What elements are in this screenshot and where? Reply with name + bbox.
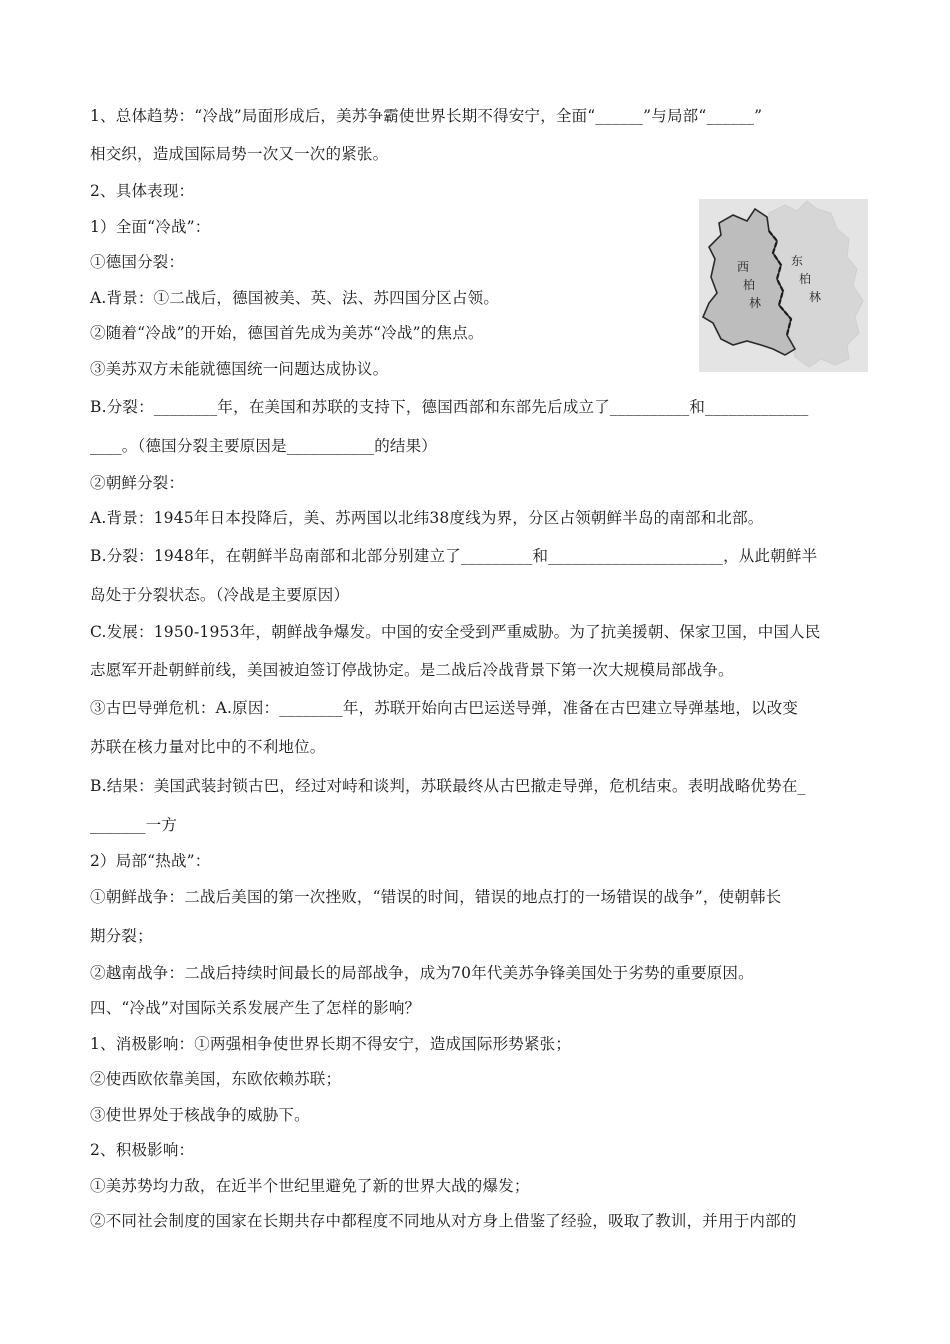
line-23: 期分裂； (90, 927, 153, 945)
line-31: ②不同社会制度的国家在长期共存中都程度不同地从对方身上借鉴了经验，吸取了教训，并用于内部的 (90, 1212, 797, 1230)
line-1: 1、总体趋势：“冷战”局面形成后，美苏争霸使世界长期不得安宁，全面“______”与局部“______” (90, 107, 763, 125)
line-25: 四、“冷战”对国际关系发展产生了怎样的影响？ (90, 999, 421, 1017)
line-11: ②朝鲜分裂： (90, 474, 185, 492)
line-30: ①美苏势均力敌，在近半个世纪里避免了新的世界大战的爆发； (90, 1177, 530, 1195)
line-29: 2、积极影响： (90, 1141, 195, 1159)
west-berlin-label-2: 柏 (743, 278, 756, 292)
line-5: ①德国分裂： (90, 253, 185, 271)
line-13: B.分裂：1948年，在朝鲜半岛南部和北部分别建立了_________和______________________，从此朝鲜半 (90, 547, 818, 565)
line-19: B.结果：美国武装封锁古巴，经过对峙和谈判，苏联最终从古巴撤走导弹，危机结束。表明战略优势在_ (90, 777, 806, 795)
line-16: 志愿军开赴朝鲜前线，美国被迫签订停战协定。是二战后冷战背景下第一次大规模局部战争。 (90, 661, 734, 679)
east-berlin-label-1: 东 (791, 254, 804, 268)
line-6: A.背景：①二战后，德国被美、英、法、苏四国分区占领。 (90, 289, 500, 307)
berlin-map (699, 199, 868, 372)
west-berlin-label-1: 西 (737, 260, 750, 274)
line-3: 2、具体表现： (90, 182, 195, 200)
line-17: ③古巴导弹危机：A.原因：________年，苏联开始向古巴运送导弹，准备在古巴建立导弹基地，以改变 (90, 699, 799, 717)
line-2: 相交织，造成国际局势一次又一次的紧张。 (90, 145, 389, 163)
line-26: 1、消极影响：①两强相争使世界长期不得安宁，造成国际形势紧张； (90, 1035, 572, 1053)
line-8: ③美苏双方未能就德国统一问题达成协议。 (90, 360, 389, 378)
line-15: C.发展：1950-1953年，朝鲜战争爆发。中国的安全受到严重威胁。为了抗美援朝、保家卫国，中国人民 (90, 623, 821, 641)
line-22: ①朝鲜战争：二战后美国的第一次挫败，“错误的时间，错误的地点打的一场错误的战争”，使朝韩长 (90, 888, 782, 906)
line-4: 1）全面“冷战”： (90, 218, 211, 236)
line-20: _______一方 (90, 816, 178, 834)
east-berlin-label-3: 林 (809, 290, 822, 304)
west-berlin-label-3: 林 (749, 296, 762, 310)
line-28: ③使世界处于核战争的威胁下。 (90, 1106, 310, 1124)
line-21: 2）局部“热战”： (90, 852, 211, 870)
line-10: ____。（德国分裂主要原因是___________的结果） (90, 437, 438, 455)
line-9: B.分裂：________年，在美国和苏联的支持下，德国西部和东部先后成立了__________和_____________ (90, 398, 809, 416)
line-14: 岛处于分裂状态。（冷战是主要原因） (90, 586, 350, 604)
line-24: ②越南战争：二战后持续时间最长的局部战争，成为70年代美苏争锋美国处于劣势的重要原因。 (90, 964, 754, 982)
line-27: ②使西欧依靠美国，东欧依赖苏联； (90, 1070, 342, 1088)
line-12: A.背景：1945年日本投降后，美、苏两国以北纬38度线为界，分区占领朝鲜半岛的南部和北部。 (90, 509, 764, 527)
line-7: ②随着“冷战”的开始，德国首先成为美苏“冷战”的焦点。 (90, 324, 484, 342)
line-18: 苏联在核力量对比中的不利地位。 (90, 738, 326, 756)
east-berlin-label-2: 柏 (799, 272, 812, 286)
